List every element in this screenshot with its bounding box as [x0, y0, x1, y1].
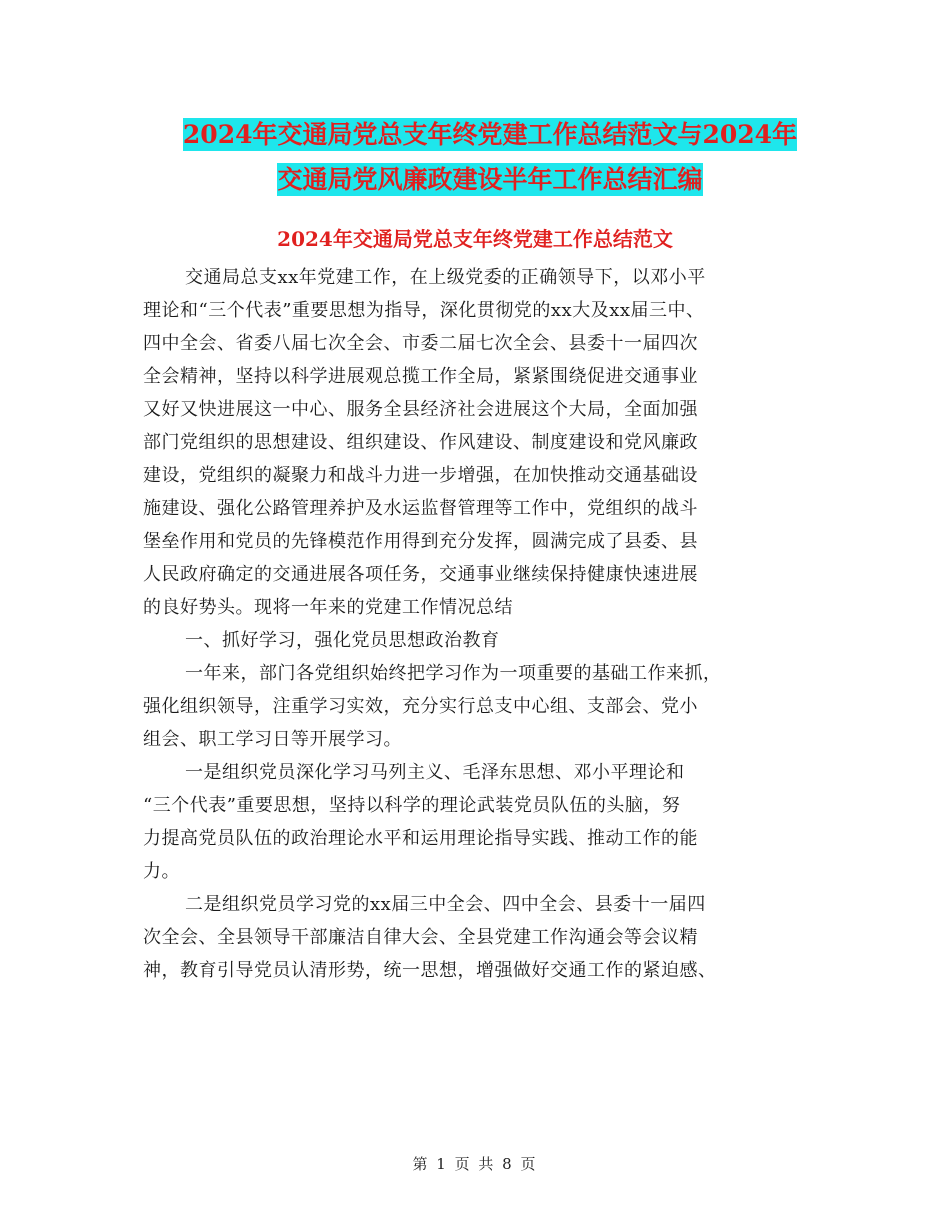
paragraph-line: 堡垒作用和党员的先锋模范作用得到充分发挥，圆满完成了县委、县 [143, 531, 698, 552]
main-title-line-2: 交通局党风廉政建设半年工作总结汇编 [277, 165, 703, 194]
main-title [140, 112, 840, 202]
paragraph-line: 施建设、强化公路管理养护及水运监督管理等工作中，党组织的战斗 [143, 498, 698, 519]
paragraph-line: 理论和“三个代表”重要思想为指导，深化贯彻党的xx大及xx届三中、 [143, 300, 705, 321]
paragraph-line: 建设，党组织的凝聚力和战斗力进一步增强，在加快推动交通基础设 [143, 465, 698, 486]
main-title-line-1: 2024年交通局党总支年终党建工作总结范文与2024年 [182, 120, 798, 149]
page-number: 第 1 页 共 8 页 [412, 1155, 538, 1173]
paragraph-line: 神，教育引导党员认清形势，统一思想，增强做好交通工作的紧迫感、 [143, 960, 717, 981]
paragraph-line: 二是组织党员学习党的xx届三中全会、四中全会、县委十一届四 [185, 894, 706, 915]
paragraph-line: 力提高党员队伍的政治理论水平和运用理论指导实践、推动工作的能 [143, 828, 698, 849]
paragraph-line: “三个代表”重要思想，坚持以科学的理论武装党员队伍的头脑，努 [143, 795, 681, 816]
paragraph-line: 的良好势头。现将一年来的党建工作情况总结 [143, 597, 513, 618]
paragraph-line: 一年来，部门各党组织始终把学习作为一项重要的基础工作来抓， [185, 663, 722, 684]
paragraph-line: 部门党组织的思想建设、组织建设、作风建设、制度建设和党风廉政 [143, 432, 698, 453]
paragraph-line: 强化组织领导，注重学习实效，充分实行总支中心组、支部会、党小 [143, 696, 698, 717]
paragraph-line: 一是组织党员深化学习马列主义、毛泽东思想、邓小平理论和 [185, 762, 685, 783]
paragraph-line: 次全会、全县领导干部廉洁自律大会、全县党建工作沟通会等会议精 [143, 927, 698, 948]
paragraph-line: 力。 [143, 861, 180, 882]
paragraph-line: 又好又快进展这一中心、服务全县经济社会进展这个大局，全面加强 [143, 399, 698, 420]
subheading-line: 一、抓好学习，强化党员思想政治教育 [185, 630, 500, 651]
paragraph-line: 四中全会、省委八届七次全会、市委二届七次全会、县委十一届四次 [143, 333, 698, 354]
paragraph-line: 人民政府确定的交通进展各项任务，交通事业继续保持健康快速进展 [143, 564, 698, 585]
paragraph-line: 交通局总支xx年党建工作，在上级党委的正确领导下，以邓小平 [185, 267, 706, 288]
paragraph-line: 全会精神，坚持以科学进展观总揽工作全局，紧紧围绕促进交通事业 [143, 366, 698, 387]
paragraph-line: 组会、职工学习日等开展学习。 [143, 729, 402, 750]
body-text [143, 261, 823, 987]
section-title: 2024年交通局党总支年终党建工作总结范文 [277, 227, 673, 251]
